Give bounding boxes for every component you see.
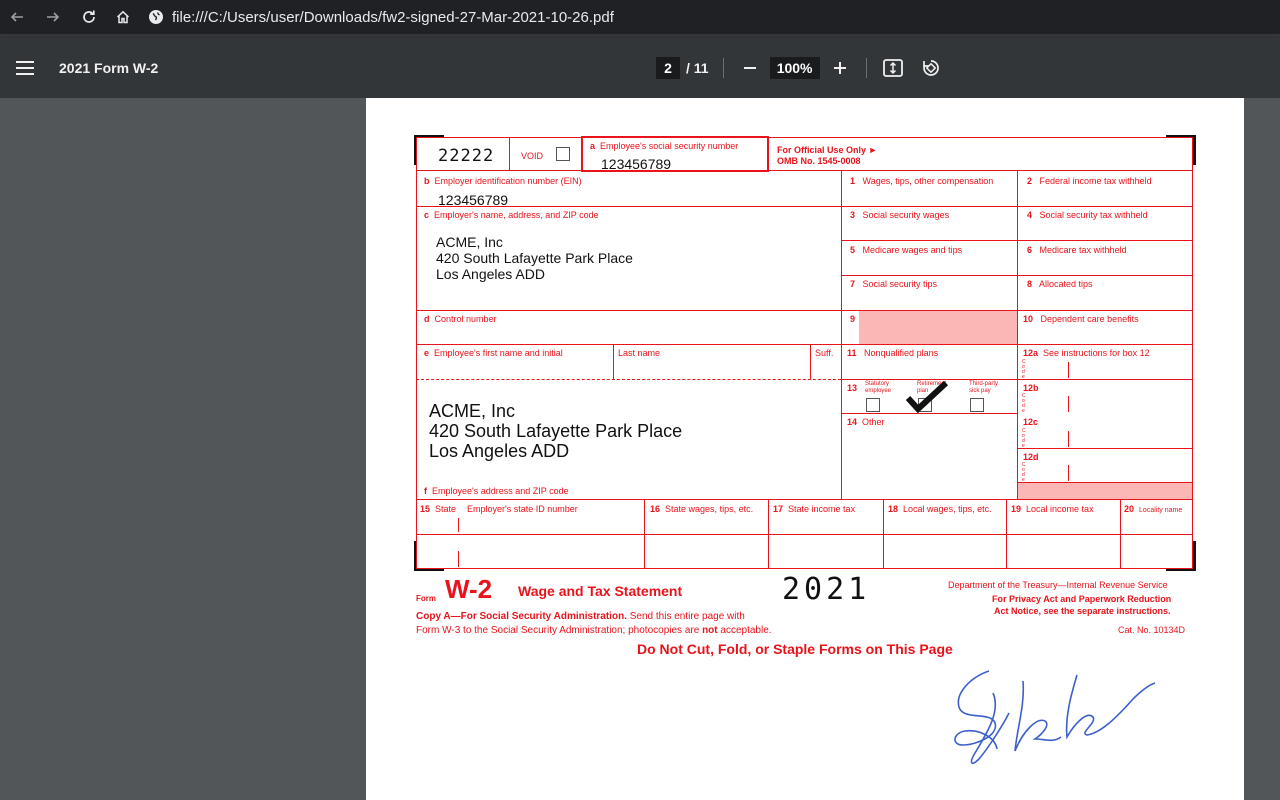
site-info-icon[interactable] [148, 9, 164, 25]
box-12d-shaded [1018, 483, 1192, 499]
state-id-label: Employer's state ID number [467, 504, 578, 514]
copy-a-not: not [702, 625, 718, 636]
do-not-cut-notice: Do Not Cut, Fold, or Staple Forms on This Page [637, 641, 953, 657]
box-letter: a [590, 141, 596, 151]
box-15-label: State [435, 504, 457, 514]
pdf-toolbar [0, 38, 1280, 98]
employer-street[interactable]: 420 South Lafayette Park Place [436, 250, 633, 266]
box-number: 4 [1027, 210, 1033, 220]
box-14-label: Other [862, 417, 885, 427]
treasury-label: Department of the Treasury—Internal Revenue Service [948, 580, 1168, 590]
statutory-checkbox[interactable] [866, 398, 880, 412]
code-letters: C o d e [1022, 393, 1026, 414]
form-word: Form [416, 594, 436, 603]
box-5-label: Medicare wages and tips [862, 245, 963, 255]
copy-a-line2-end: acceptable. [717, 625, 772, 636]
box-letter: e [424, 348, 430, 358]
box-1-label: Wages, tips, other compensation [862, 176, 994, 186]
form-year: 2021 [782, 572, 871, 607]
privacy-line-1: For Privacy Act and Paperwork Reduction [992, 594, 1172, 604]
box-number: 19 [1011, 504, 1022, 514]
box-number: 13 [847, 383, 858, 393]
box-number: 9 [850, 314, 856, 324]
box-number: 6 [1027, 245, 1033, 255]
box-number: 18 [888, 504, 899, 514]
copy-a-title: Copy A—For Social Security Administration. [416, 611, 627, 622]
box-3-label: Social security wages [862, 210, 950, 220]
home-icon[interactable] [112, 6, 134, 28]
omb-number: OMB No. 1545-0008 [777, 156, 861, 166]
box-number: 12a [1023, 348, 1039, 358]
box-8-label: Allocated tips [1039, 279, 1093, 289]
box-b-label: Employer identification number (EIN) [434, 176, 582, 186]
reload-icon[interactable] [78, 6, 100, 28]
box-letter: b [424, 176, 430, 186]
page-number-input[interactable]: 2 [656, 57, 680, 79]
url-text[interactable]: file:///C:/Users/user/Downloads/fw2-signed-27-Mar-2021-10-26.pdf [172, 8, 614, 26]
page-zoom-controls [656, 38, 943, 98]
box-c-label: Employer's name, address, and ZIP code [434, 210, 599, 220]
thirdparty-label: Third-party sick pay [969, 381, 999, 394]
pdf-page [366, 98, 1244, 800]
back-arrow-icon[interactable] [6, 6, 28, 28]
box-11-label: Nonqualified plans [864, 348, 939, 358]
void-label: VOID [521, 151, 544, 161]
employer-city[interactable]: Los Angeles ADD [436, 266, 545, 282]
signature-image [931, 663, 1161, 788]
box-6-label: Medicare tax withheld [1039, 245, 1127, 255]
code-letters: C o d e [1022, 462, 1026, 483]
retirement-label: Retirement plan [917, 381, 947, 394]
box-number: 11 [847, 348, 857, 358]
box-7-label: Social security tips [862, 279, 938, 289]
document-title: 2021 Form W-2 [59, 60, 159, 76]
form-name: W-2 [445, 574, 493, 604]
box-number: 12c [1023, 417, 1039, 427]
statutory-label: Statutory employee [865, 381, 892, 394]
box-letter: f [424, 486, 427, 496]
copy-a-text: Send this entire page with [626, 611, 745, 622]
cat-number: Cat. No. 10134D [1118, 625, 1186, 635]
box-16-label: State wages, tips, etc. [665, 504, 754, 514]
box-number: 12b [1023, 383, 1039, 393]
rotate-icon[interactable] [919, 56, 943, 80]
box-19-label: Local income tax [1026, 504, 1094, 514]
box-number: 12d [1023, 452, 1039, 462]
hamburger-menu-icon[interactable] [13, 56, 37, 80]
last-name-label: Last name [618, 348, 661, 358]
crop-mark [414, 541, 444, 571]
zoom-in-icon[interactable] [828, 56, 852, 80]
box-number: 7 [850, 279, 856, 289]
box-b-value[interactable]: 123456789 [438, 192, 509, 208]
box-number: 14 [847, 417, 858, 427]
browser-bar [0, 0, 1280, 34]
page-count: / 11 [686, 60, 709, 76]
pdf-viewer[interactable] [0, 98, 1280, 800]
suffix-label: Suff. [815, 348, 834, 358]
official-use-label: For Official Use Only ► [777, 145, 878, 155]
code-letters: C o d e [1022, 359, 1026, 380]
box-4-label: Social security tax withheld [1039, 210, 1148, 220]
thirdparty-checkbox[interactable] [970, 398, 984, 412]
box-letter: c [424, 210, 430, 220]
privacy-line-2: Act Notice, see the separate instructions. [994, 606, 1171, 616]
box-number: 1 [850, 176, 856, 186]
box-number: 5 [850, 245, 856, 255]
box-number: 2 [1027, 176, 1033, 186]
box-number: 17 [773, 504, 784, 514]
box-a-label: Employee's social security number [600, 141, 739, 151]
box-a-value[interactable]: 123456789 [601, 156, 672, 172]
fit-page-icon[interactable] [881, 56, 905, 80]
box-9-shaded [859, 311, 1017, 344]
box-number: 16 [650, 504, 661, 514]
employee-name[interactable]: ACME, Inc [429, 401, 516, 421]
box-number: 20 [1124, 504, 1135, 514]
box-number: 15 [420, 504, 431, 514]
box-17-label: State income tax [788, 504, 856, 514]
form-code: 22222 [438, 146, 495, 166]
employee-street[interactable]: 420 South Lafayette Park Place [429, 421, 683, 441]
box-12a-label: See instructions for box 12 [1043, 348, 1150, 358]
toolbar-divider [723, 58, 724, 78]
box-f-label: Employee's address and ZIP code [432, 486, 569, 496]
copy-a-line2: Form W-3 to the Social Security Administration; photocopies are [416, 625, 703, 636]
box-2-label: Federal income tax withheld [1039, 176, 1152, 186]
employee-city[interactable]: Los Angeles ADD [429, 441, 570, 461]
form-title: Wage and Tax Statement [518, 583, 683, 599]
box-e-label: Employee's first name and initial [434, 348, 563, 358]
box-letter: d [424, 314, 430, 324]
box-18-label: Local wages, tips, etc. [903, 504, 992, 514]
employer-name[interactable]: ACME, Inc [436, 234, 503, 250]
box-number: 8 [1027, 279, 1033, 289]
void-checkbox[interactable] [556, 147, 570, 161]
box-10-label: Dependent care benefits [1040, 314, 1139, 324]
zoom-out-icon[interactable] [738, 56, 762, 80]
checkmark-icon [906, 381, 948, 418]
code-letters: C o d e [1022, 428, 1026, 449]
box-20-label: Locality name [1139, 507, 1183, 514]
toolbar-divider [866, 58, 867, 78]
forward-arrow-icon[interactable] [42, 6, 64, 28]
box-number: 3 [850, 210, 856, 220]
zoom-level-input[interactable]: 100% [770, 57, 820, 79]
address-bar[interactable] [148, 4, 614, 30]
box-d-label: Control number [434, 314, 497, 324]
box-number: 10 [1023, 314, 1034, 324]
